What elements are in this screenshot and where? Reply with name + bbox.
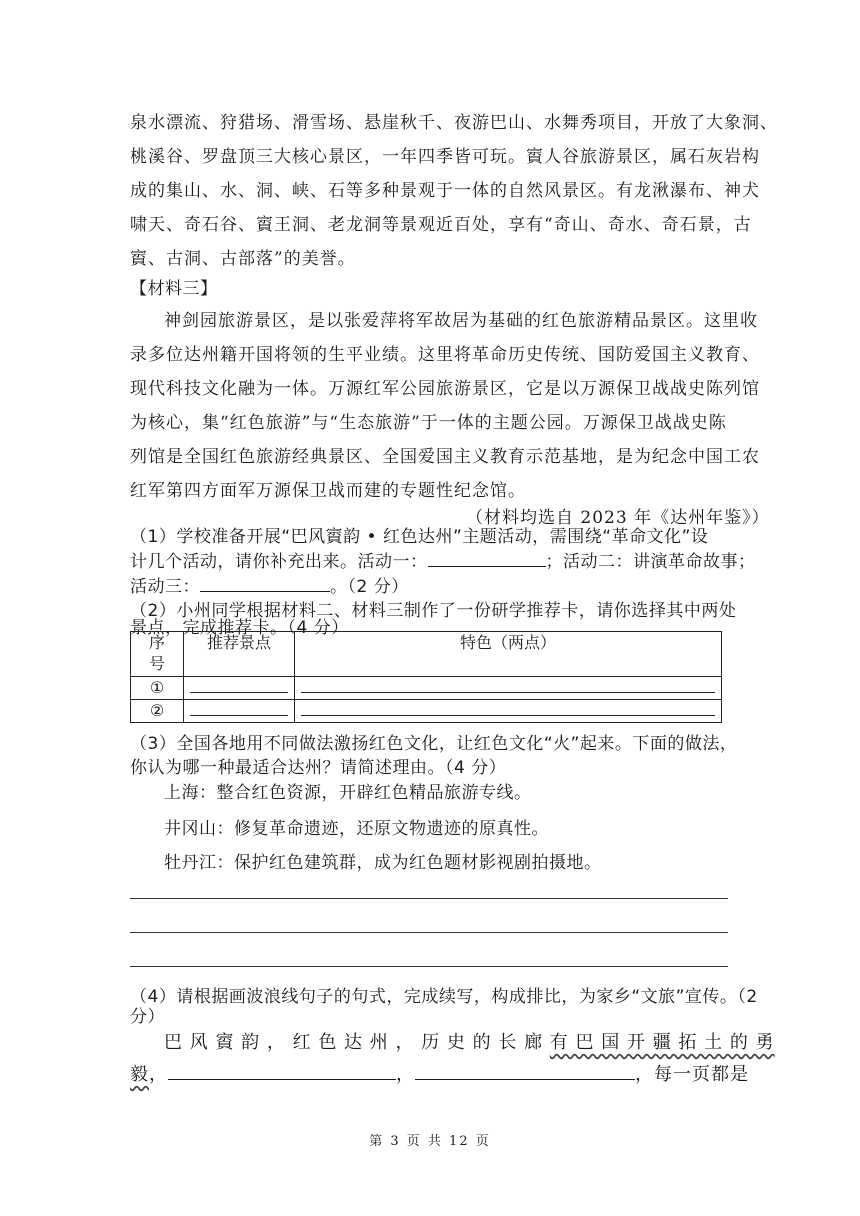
- material3-line: 神剑园旅游景区，是以张爱萍将军故居为基础的红色旅游精品景区。这里收: [164, 311, 758, 331]
- material2-line: 啸天、奇石谷、賨王洞、老龙洞等景观近百处，享有“奇山、奇水、奇石景，古: [130, 215, 752, 235]
- q4-paragraph-text-end: ，每一页都是: [635, 1064, 749, 1085]
- row1-number: ①: [131, 677, 184, 700]
- q3-line1: （3）全国各地用不同做法激扬红色文化，让红色文化“火”起来。下面的做法，: [130, 734, 738, 754]
- header-number: 序 号: [131, 632, 184, 677]
- q4-paragraph-text: 巴 风 賨 韵 ， 红 色 达 州 ， 历 史 的 长 廊: [164, 1032, 550, 1053]
- source-note: （材料均选自 2023 年《达州年鉴》）: [466, 508, 770, 528]
- q1-line2: [130, 547, 756, 572]
- activity1-blank[interactable]: [428, 552, 546, 567]
- row2-feature-cell[interactable]: [295, 700, 722, 723]
- q4-line1: （4）请根据画波浪线句子的句式，完成续写，构成排比，为家乡“文旅”宣传。（2: [130, 987, 758, 1007]
- q3-option: 井冈山：修复革命遗迹，还原文物遗迹的原真性。: [164, 819, 549, 839]
- row1-feature-cell[interactable]: [295, 677, 722, 700]
- header-spot: 推荐景点: [184, 632, 295, 677]
- row1-spot-cell[interactable]: [184, 677, 295, 700]
- material3-line: 红军第四方面军万源保卫战而建的专题性纪念馆。: [130, 481, 526, 501]
- q1-line2-text: 计几个活动，请你补充出来。活动一：: [130, 552, 428, 572]
- q2-line1: （2）小州同学根据材料二、材料三制作了一份研学推荐卡，请你选择其中两处: [130, 601, 737, 621]
- material3-line: 列馆是全国红色旅游经典景区、全国爱国主义教育示范基地，是为纪念中国工农: [130, 447, 760, 467]
- q1-line3-text-b: 。（2 分）: [330, 577, 409, 597]
- material3-line: 现代科技文化融为一体。万源红军公园旅游景区，它是以万源保卫战战史陈列馆: [130, 379, 760, 399]
- q4-paragraph-line2: 毅， ， ，每一页都是: [130, 1064, 749, 1085]
- answer-line[interactable]: [130, 932, 728, 933]
- material2-line: 桃溪谷、罗盘顶三大核心景区，一年四季皆可玩。賨人谷旅游景区，属石灰岩构: [130, 147, 760, 167]
- q3-option: 上海：整合红色资源，开辟红色精品旅游专线。: [164, 783, 532, 803]
- row2-spot-cell[interactable]: [184, 700, 295, 723]
- q4-paragraph-line1: [164, 1028, 775, 1054]
- continuation-blank-2[interactable]: [415, 1065, 635, 1080]
- activity3-blank[interactable]: [200, 577, 330, 592]
- recommendation-card-table: [130, 631, 722, 723]
- q1-line3: [130, 572, 409, 597]
- material2-line: 成的集山、水、洞、峡、石等多种景观于一体的自然风景区。有龙湫瀑布、神犬: [130, 181, 760, 201]
- header-feature: 特色（两点）: [295, 632, 722, 677]
- q4-line2: 分）: [130, 1007, 165, 1027]
- wavy-underline-sentence: 有 巴 国 开 疆 拓 土 的 勇: [549, 1032, 775, 1053]
- material2-line: 賨、古洞、古部落”的美誉。: [130, 249, 356, 269]
- q1-line3-text: 活动三：: [130, 577, 200, 597]
- q2-line2: 景点，完成推荐卡。（4 分）: [130, 618, 349, 638]
- q3-line2: 你认为哪一种最适合达州？请简述理由。（4 分）: [130, 758, 507, 778]
- material3-heading: 【材料三】: [130, 279, 218, 299]
- q1-line1: （1）学校准备开展“巴风賨韵 • 红色达州”主题活动，需围绕“革命文化”设: [130, 527, 709, 547]
- material3-line: 为核心，集“红色旅游”与“生态旅游”于一体的主题公园。万源保卫战战史陈: [130, 413, 727, 433]
- continuation-blank-1[interactable]: [168, 1065, 396, 1080]
- answer-line[interactable]: [130, 898, 728, 899]
- q1-line2-text-b: ；活动二：讲演革命故事；: [545, 552, 756, 572]
- q3-option: 牡丹江：保护红色建筑群，成为红色题材影视剧拍摄地。: [164, 853, 602, 873]
- wavy-underline-sentence-end: 毅: [130, 1064, 149, 1085]
- material3-line: 录多位达州籍开国将领的生平业绩。这里将革命历史传统、国防爱国主义教育、: [130, 345, 760, 365]
- material2-line: 泉水漂流、狩猎场、滑雪场、悬崖秋千、夜游巴山、水舞秀项目，开放了大象洞、: [130, 113, 778, 133]
- page-footer: 第 3 页 共 12 页: [369, 1134, 491, 1149]
- row2-number: ②: [131, 700, 184, 723]
- answer-line[interactable]: [130, 966, 728, 967]
